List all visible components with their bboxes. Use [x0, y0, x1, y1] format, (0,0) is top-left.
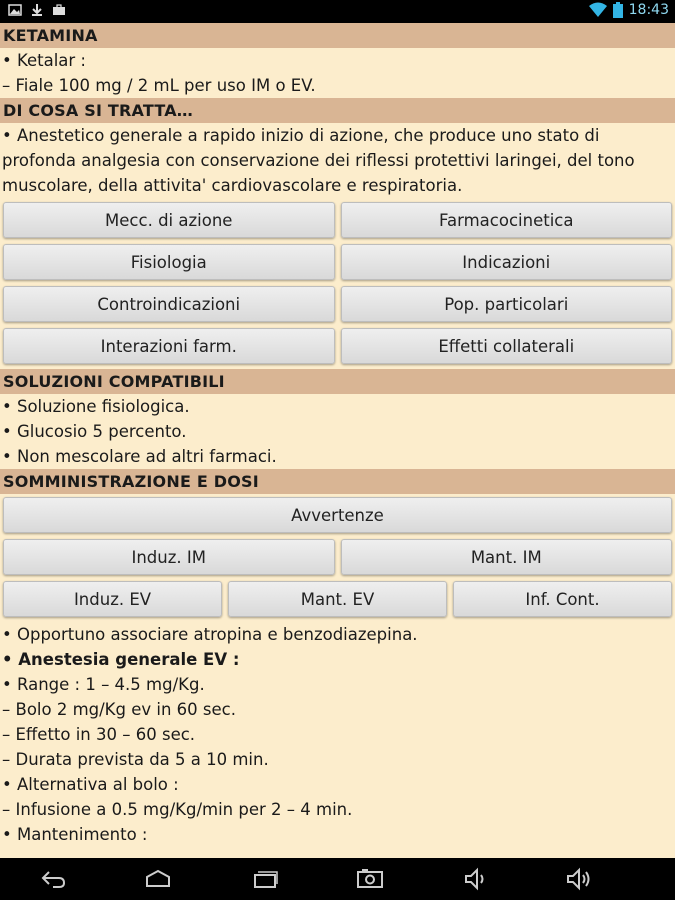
- solution-item: • Non mescolare ad altri farmaci.: [2, 447, 277, 466]
- side-effects-button[interactable]: Effetti collaterali: [341, 328, 673, 364]
- drug-interactions-button[interactable]: Interazioni farm.: [3, 328, 335, 364]
- description-line: • Anestetico generale a rapido inizio di azione, che produce uno stato di: [2, 126, 600, 145]
- administration-header: SOMMINISTRAZIONE E DOSI: [0, 469, 675, 494]
- battery-icon: [613, 2, 623, 18]
- dose-note: – Effetto in 30 – 60 sec.: [2, 725, 196, 744]
- description-line: muscolare, della attivita' cardiovascolare e respiratoria.: [2, 176, 463, 195]
- navigation-bar: [0, 858, 675, 900]
- drug-detail-content[interactable]: [0, 23, 675, 858]
- wifi-icon: [589, 2, 607, 18]
- indications-button[interactable]: Indicazioni: [341, 244, 673, 280]
- dose-note: • Opportuno associare atropina e benzodiazepina.: [2, 625, 418, 644]
- dose-note: – Infusione a 0.5 mg/Kg/min per 2 – 4 min.: [2, 800, 353, 819]
- drug-title-header: KETAMINA: [0, 23, 675, 48]
- contraindications-button[interactable]: Controindicazioni: [3, 286, 335, 322]
- dose-note: • Mantenimento :: [2, 825, 148, 844]
- induction-ev-button[interactable]: Induz. EV: [3, 581, 222, 617]
- screenshot-icon[interactable]: [356, 866, 384, 892]
- maintenance-ev-button[interactable]: Mant. EV: [228, 581, 447, 617]
- back-icon[interactable]: [39, 866, 67, 892]
- download-icon: [30, 3, 44, 17]
- dose-note: • Range : 1 – 4.5 mg/Kg.: [2, 675, 205, 694]
- physiology-button[interactable]: Fisiologia: [3, 244, 335, 280]
- home-icon[interactable]: [144, 866, 172, 892]
- clock: 18:43: [628, 2, 669, 18]
- dose-subheading: • Anestesia generale EV :: [2, 650, 240, 669]
- status-bar: [0, 0, 675, 23]
- special-populations-button[interactable]: Pop. particolari: [341, 286, 673, 322]
- maintenance-im-button[interactable]: Mant. IM: [341, 539, 673, 575]
- recent-apps-icon[interactable]: [251, 866, 279, 892]
- pharmacokinetics-button[interactable]: Farmacocinetica: [341, 202, 673, 238]
- briefcase-icon: [52, 3, 66, 17]
- description-line: profonda analgesia con conservazione dei riflessi protettivi laringei, del tono: [2, 151, 635, 170]
- dose-note: – Durata prevista da 5 a 10 min.: [2, 750, 269, 769]
- continuous-infusion-button[interactable]: Inf. Cont.: [453, 581, 672, 617]
- volume-up-icon[interactable]: [565, 866, 593, 892]
- volume-down-icon[interactable]: [462, 866, 490, 892]
- picture-icon: [8, 3, 22, 17]
- dose-note: – Bolo 2 mg/Kg ev in 60 sec.: [2, 700, 236, 719]
- description-header: DI COSA SI TRATTA…: [0, 98, 675, 123]
- solution-item: • Soluzione fisiologica.: [2, 397, 190, 416]
- solution-item: • Glucosio 5 percento.: [2, 422, 187, 441]
- brand-line: • Ketalar :: [2, 51, 86, 70]
- induction-im-button[interactable]: Induz. IM: [3, 539, 335, 575]
- dose-note: • Alternativa al bolo :: [2, 775, 179, 794]
- warnings-button[interactable]: Avvertenze: [3, 497, 672, 533]
- compatible-solutions-header: SOLUZIONI COMPATIBILI: [0, 369, 675, 394]
- mechanism-button[interactable]: Mecc. di azione: [3, 202, 335, 238]
- formulation-line: – Fiale 100 mg / 2 mL per uso IM o EV.: [2, 76, 316, 95]
